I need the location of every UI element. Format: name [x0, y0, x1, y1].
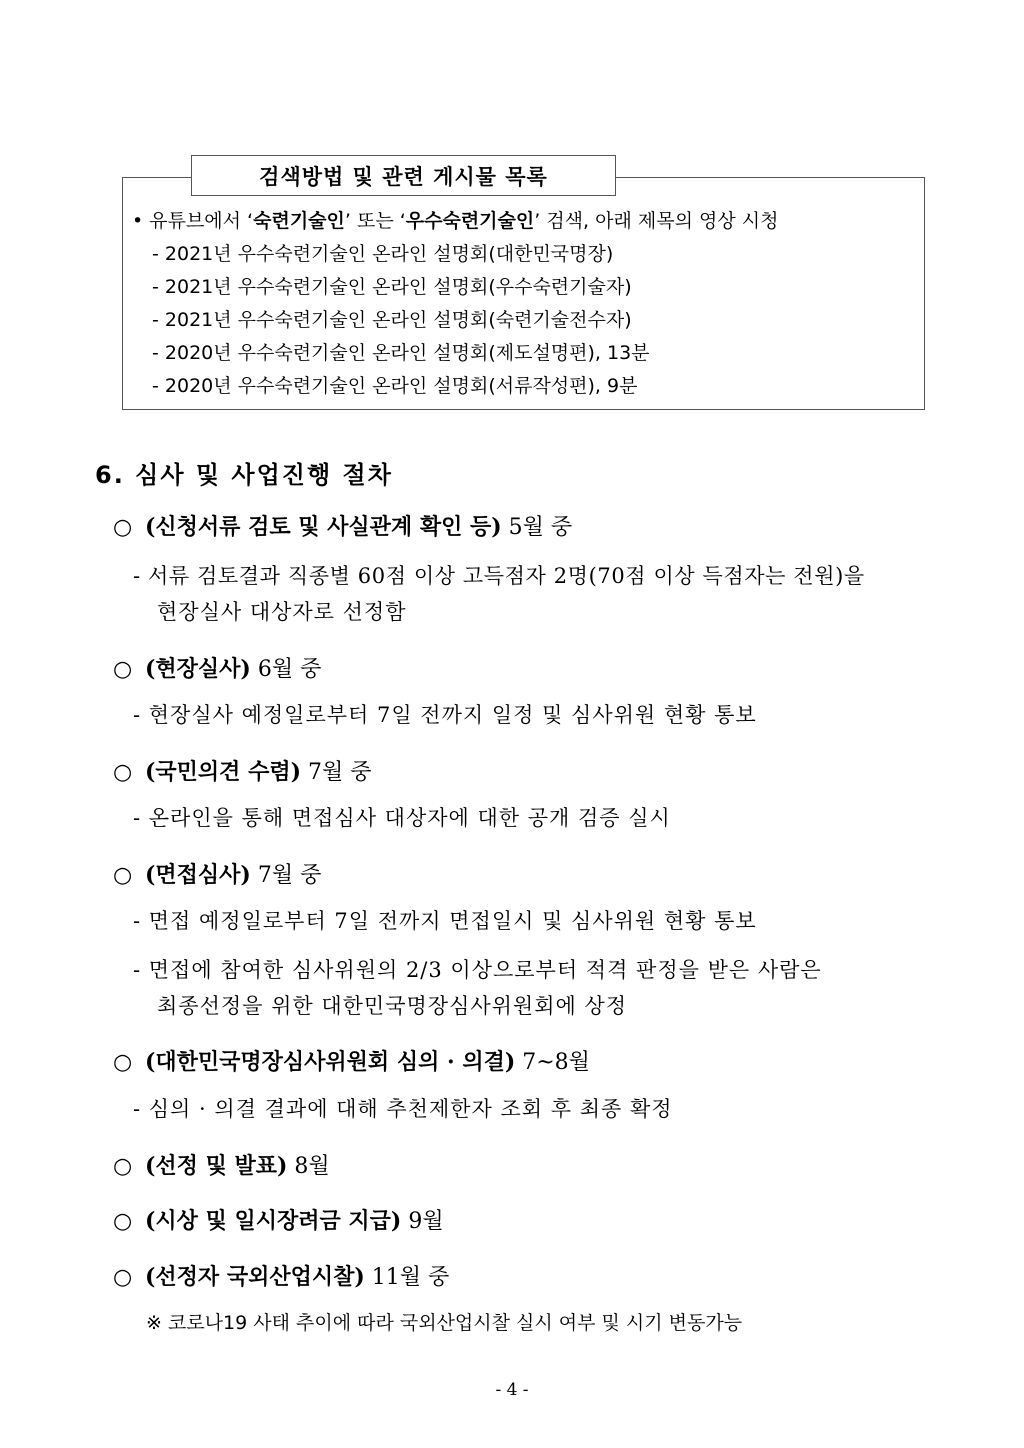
video-title: - 2020년 우수숙련기술인 온라인 설명회(제도설명편), 13분 — [152, 342, 650, 364]
step-timing: 6월 중 — [250, 657, 322, 682]
circle-marker: ○ — [113, 1265, 133, 1290]
circle-marker: ○ — [113, 515, 133, 540]
step-heading — [113, 655, 321, 684]
step-label: (면접심사) — [145, 862, 251, 888]
keyword-excellent-skilled-technician: 우수숙련기술인 — [405, 210, 535, 232]
step-detail: - 면접에 참여한 심사위원의 2/3 이상으로부터 적격 판정을 받은 사람은 — [133, 958, 822, 982]
video-title: - 2021년 우수숙련기술인 온라인 설명회(숙련기술전수자) — [152, 309, 632, 331]
step-timing: 7월 중 — [250, 863, 322, 888]
covid-note: ※ 코로나19 사태 추이에 따라 국외산업시찰 실시 여부 및 시기 변동가능 — [146, 1312, 743, 1334]
circle-marker: ○ — [113, 863, 133, 888]
step-detail: 현장실사 대상자로 선정함 — [157, 600, 407, 624]
step-label: (신청서류 검토 및 사실관계 확인 등) — [145, 514, 502, 540]
step-label: (대한민국명장심사위원회 심의 · 의결) — [145, 1049, 516, 1075]
step-timing: 11월 중 — [364, 1265, 450, 1290]
step-timing: 8월 — [287, 1154, 330, 1179]
circle-marker: ○ — [113, 760, 133, 785]
step-detail: - 온라인을 통해 면접심사 대상자에 대한 공개 검증 실시 — [133, 806, 671, 830]
instruction-middle: ’ 또는 ‘ — [344, 210, 406, 232]
step-heading — [113, 1263, 449, 1292]
step-label: (현장실사) — [145, 656, 251, 682]
circle-marker: ○ — [113, 1050, 133, 1075]
step-detail: - 서류 검토결과 직종별 60점 이상 고득점자 2명(70점 이상 득점자는 전원)을 — [133, 564, 865, 588]
step-heading — [113, 758, 372, 787]
step-heading — [113, 1048, 590, 1077]
step-timing: 9월 — [401, 1209, 444, 1234]
step-detail: 최종선정을 위한 대한민국명장심사위원회에 상정 — [157, 994, 628, 1018]
instruction-prefix: • 유튜브에서 ‘ — [132, 210, 254, 232]
step-heading — [113, 1207, 444, 1236]
step-detail: - 현장실사 예정일로부터 7일 전까지 일정 및 심사위원 현황 통보 — [133, 703, 757, 727]
video-title: - 2021년 우수숙련기술인 온라인 설명회(우수숙련기술자) — [152, 276, 632, 298]
step-label: (국민의견 수렴) — [145, 759, 301, 785]
instruction-suffix: ’ 검색, 아래 제목의 영상 시청 — [534, 210, 779, 232]
video-title: - 2020년 우수숙련기술인 온라인 설명회(서류작성편), 9분 — [152, 375, 638, 397]
step-heading — [113, 513, 572, 542]
keyword-skilled-technician: 숙련기술인 — [253, 210, 345, 232]
step-timing: 7월 중 — [301, 760, 372, 785]
page-number: - 4 - — [495, 1380, 529, 1400]
step-heading — [113, 861, 321, 890]
step-label: (선정자 국외산업시찰) — [145, 1264, 365, 1290]
circle-marker: ○ — [113, 1154, 133, 1179]
step-timing: 5월 중 — [501, 515, 573, 540]
circle-marker: ○ — [113, 1209, 133, 1234]
step-timing: 7~8월 — [515, 1050, 590, 1075]
step-label: (시상 및 일시장려금 지급) — [145, 1208, 402, 1234]
step-detail: - 심의 · 의결 결과에 대해 추천제한자 조회 후 최종 확정 — [133, 1097, 673, 1121]
search-instruction — [132, 209, 778, 233]
circle-marker: ○ — [113, 657, 133, 682]
search-box-title: 검색방법 및 관련 게시물 목록 — [191, 155, 616, 196]
step-detail: - 면접 예정일로부터 7일 전까지 면접일시 및 심사위원 현황 통보 — [133, 909, 757, 933]
step-heading — [113, 1152, 330, 1181]
section-title: 6. 심사 및 사업진행 절차 — [95, 461, 393, 489]
step-label: (선정 및 발표) — [145, 1153, 288, 1179]
video-title: - 2021년 우수숙련기술인 온라인 설명회(대한민국명장) — [152, 243, 614, 265]
